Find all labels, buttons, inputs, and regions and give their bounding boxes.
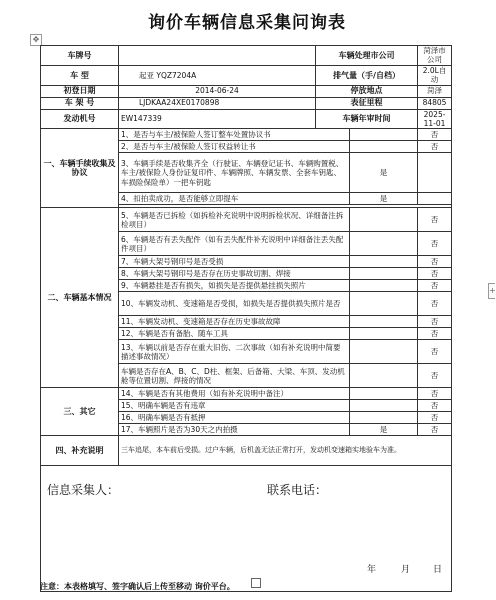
section-remarks: 四、补充说明 bbox=[41, 436, 119, 466]
item-no[interactable]: 否 bbox=[418, 141, 452, 153]
item-text: 9、车辆悬挂是否有损失，如损失是否提供悬挂损失照片 bbox=[119, 280, 350, 292]
date-day: 日 bbox=[433, 565, 443, 576]
odometer-label: 表征里程 bbox=[316, 97, 418, 109]
form-title: 询价车辆信息采集问询表 bbox=[148, 13, 346, 33]
inspect-label: 车辆年审时间 bbox=[316, 109, 418, 129]
item-yes[interactable] bbox=[350, 280, 418, 292]
section-procedures: 一、车辆手续收集及协议 bbox=[41, 129, 119, 208]
item-yes[interactable] bbox=[350, 292, 418, 316]
item-yes[interactable] bbox=[350, 328, 418, 340]
item-no[interactable]: 否 bbox=[418, 424, 452, 436]
vin-label: 车 架 号 bbox=[41, 97, 119, 109]
item-text: 2、是否与车主/被保险人签订权益转让书 bbox=[119, 141, 350, 153]
item-yes[interactable] bbox=[350, 129, 418, 141]
park-value[interactable]: 菏泽 bbox=[418, 85, 452, 97]
collector-label: 信息采集人： bbox=[47, 483, 120, 498]
phone-label: 联系电话： bbox=[267, 483, 328, 498]
section-other: 三、其它 bbox=[41, 388, 119, 436]
model-value[interactable]: 起亚 YQZ7204A bbox=[119, 65, 316, 85]
item-text: 13、车辆以前是否存在重大旧伤、二次事故（如有补充说明中简要描述事故情况） bbox=[119, 340, 350, 364]
item-no[interactable]: 否 bbox=[418, 232, 452, 256]
item-text: 12、车辆是否有备胎、随车工具 bbox=[119, 328, 350, 340]
item-no[interactable]: 否 bbox=[418, 364, 452, 388]
item-no[interactable]: 否 bbox=[418, 328, 452, 340]
item-no[interactable]: 否 bbox=[418, 400, 452, 412]
item-no[interactable]: 否 bbox=[418, 292, 452, 316]
vin-value[interactable]: LJDKAA24XE0170898 bbox=[119, 97, 316, 109]
item-no[interactable]: 否 bbox=[418, 268, 452, 280]
inspect-value[interactable]: 2025-11-01 bbox=[418, 109, 452, 129]
model-label: 车 型 bbox=[41, 65, 119, 85]
item-no[interactable]: 否 bbox=[418, 388, 452, 400]
item-text: 16、明确车辆是否有抵押 bbox=[119, 412, 350, 424]
odometer-value[interactable]: 84805 bbox=[418, 97, 452, 109]
inquiry-form-table bbox=[40, 45, 452, 592]
item-text: 3、车辆手续是否收集齐全（行驶证、车辆登记证书、车辆购置税、车主/被保险人身份证复印件、车辆牌照、车辆发票、全套车钥匙、车损险保险单）一把车钥匙 bbox=[119, 153, 350, 193]
item-text: 15、明确车辆是否有违章 bbox=[119, 400, 350, 412]
item-text: 10、车辆发动机、变速箱是否受损，如损失是否提供损失照片是否 bbox=[119, 292, 350, 316]
item-text: 7、车辆大架号钢印号是否受损 bbox=[119, 256, 350, 268]
remark-text[interactable]: 三车追尾，本车前后受损。过户车辆，后机盖无法正常打开，发动机变速箱实地验车为准。 bbox=[119, 436, 452, 466]
item-no[interactable] bbox=[418, 193, 452, 205]
item-text: 车辆是否存在A、B、C、D柱、框架、后备箱、大梁、车顶、发动机舱等位置切割、焊接的情况 bbox=[119, 364, 350, 388]
item-yes[interactable] bbox=[350, 268, 418, 280]
table-move-handle-icon[interactable]: ✥ bbox=[30, 34, 42, 46]
item-no[interactable]: 否 bbox=[418, 208, 452, 232]
item-text: 1、是否与车主/被保险人签订整车处置协议书 bbox=[119, 129, 350, 141]
item-no[interactable] bbox=[418, 153, 452, 193]
item-text: 17、车辆照片是否为30天之内拍摄 bbox=[119, 424, 350, 436]
item-yes[interactable]: 是 bbox=[350, 153, 418, 193]
item-no[interactable]: 否 bbox=[418, 412, 452, 424]
item-yes[interactable]: 是 bbox=[350, 193, 418, 205]
engine-value[interactable]: EW147339 bbox=[119, 109, 316, 129]
reg-date-label: 初登日期 bbox=[41, 85, 119, 97]
item-yes[interactable] bbox=[350, 256, 418, 268]
plate-label: 车牌号 bbox=[41, 46, 119, 66]
item-text: 4、扣拍卖成功，是否能够立即提车 bbox=[119, 193, 350, 205]
item-yes[interactable] bbox=[350, 141, 418, 153]
park-label: 停放地点 bbox=[316, 85, 418, 97]
item-text: 6、车辆是否有丢失配件（如有丢失配件补充说明中详细备注丢失配件项目） bbox=[119, 232, 350, 256]
displacement-label: 排气量（手/自档） bbox=[316, 65, 418, 85]
item-text: 14、车辆是否有其他费用（如有补充说明中备注） bbox=[119, 388, 350, 400]
item-yes[interactable] bbox=[350, 208, 418, 232]
footer-note: 注意：本表格填写、签字确认后上传至移动 询价平台。 bbox=[40, 582, 235, 591]
item-text: 8、车辆大架号钢印号是否存在历史事故切割、焊接 bbox=[119, 268, 350, 280]
engine-label: 发动机号 bbox=[41, 109, 119, 129]
reg-date-value[interactable]: 2014-06-24 bbox=[119, 85, 316, 97]
item-yes[interactable] bbox=[350, 388, 418, 400]
item-no[interactable]: 否 bbox=[418, 340, 452, 364]
date-month: 月 bbox=[401, 565, 411, 576]
displacement-value[interactable]: 2.0L自动 bbox=[418, 65, 452, 85]
item-yes[interactable] bbox=[350, 340, 418, 364]
handler-label: 车辆处理市公司 bbox=[316, 46, 418, 66]
item-text: 11、车辆发动机、变速箱是否存在历史事故故障 bbox=[119, 316, 350, 328]
item-yes[interactable] bbox=[350, 316, 418, 328]
table-resize-handle-icon[interactable]: + bbox=[488, 283, 495, 299]
item-text: 5、车辆是否已拆检（如拆检补充说明中说明拆检状况、详细备注拆检项目） bbox=[119, 208, 350, 232]
resize-handle-icon[interactable] bbox=[251, 578, 261, 588]
item-yes[interactable]: 是 bbox=[350, 424, 418, 436]
item-no[interactable]: 否 bbox=[418, 280, 452, 292]
signature-area bbox=[41, 466, 452, 592]
handler-value[interactable]: 菏泽市公司 bbox=[418, 46, 452, 66]
item-yes[interactable] bbox=[350, 400, 418, 412]
date-year: 年 bbox=[367, 565, 377, 576]
item-yes[interactable] bbox=[350, 364, 418, 388]
item-yes[interactable] bbox=[350, 412, 418, 424]
item-no[interactable]: 否 bbox=[418, 256, 452, 268]
section-vehicle-condition: 二、车辆基本情况 bbox=[41, 208, 119, 388]
item-no[interactable]: 否 bbox=[418, 129, 452, 141]
item-no[interactable]: 否 bbox=[418, 316, 452, 328]
plate-value[interactable] bbox=[119, 46, 316, 66]
item-yes[interactable] bbox=[350, 232, 418, 256]
